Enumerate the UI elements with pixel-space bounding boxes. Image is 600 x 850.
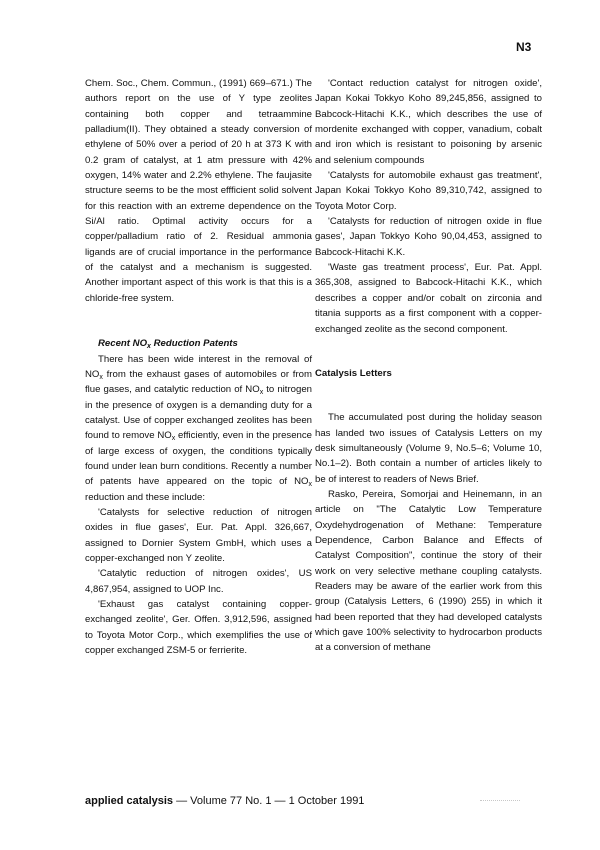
section-heading-catalysis-letters: Catalysis Letters	[315, 367, 392, 379]
catalysis-letters-paragraph: Rasko, Pereira, Somorjai and Heinemann, in an article on "The Catalytic Low Temperature Oxydehydrogenation of Methane: Temperature Dependence, Carbon Balance and Effects of Catalyst Composition", continue the story of their work on very selective methane coupling catalysts. Readers may be aware of the earlier work from this group (Catalysis Letters, 6 (1990) 255) in which it had been reported that they had developed catalysts which gave 100% selectivity to hydrocarbon products at a conversion of methane	[315, 488, 542, 654]
patent-entry: 'Catalytic reduction of nitrogen oxides', US 4,867,954, assigned to UOP Inc.	[85, 568, 312, 595]
catalysis-letters-paragraph: The accumulated post during the holiday season has landed two issues of Catalysis Letters on my desk simultaneously (Volume 9, No.5–6; Volume 10, No.1–2). Both contain a number of articles likely to be of interest to readers of News Brief.	[315, 412, 542, 485]
nox-intro-paragraph: There has been wide interest in the removal of $NO_x$ from the exhaust gases of automobiles or from flue gases, and catalytic reduction of $NO_x$ to nitrogen in the presence of oxygen is a demanding duty for a catalyst. Use of copper exchanged zeolites has been found to remove $NO_x$ efficiently, even in the presence of large excess of oxygen, the conditions typically found under lean burn conditions. Recently a number of patents have appeared on the topic of $NO_x$ reduction and these include:	[85, 353, 313, 503]
page-number: N3	[516, 40, 532, 54]
patent-entry: 'Catalysts for reduction of nitrogen oxide in flue gases', Japan Tokkyo Koho 90,04,453, assigned to Babcock-Hitachi K.K.	[315, 216, 542, 258]
patent-entry: 'Waste gas treatment process', Eur. Pat. Appl. 365,308, assigned to Babcock-Hitachi K.K., which describes a copper and/or cobalt on zirconia and titania supports as a first component with a copper-exchanged zeolite as the second component.	[315, 262, 542, 335]
journal-name: applied catalysis	[85, 795, 174, 807]
left-column	[85, 76, 312, 658]
patent-entry: 'Contact reduction catalyst for nitrogen oxide', Japan Kokai Tokkyo Koho 89,245,856, assigned to Babcock-Hitachi K.K., which describes the use of mordenite exchanged with copper, vanadium, cobalt and iron which is resistant to poisoning by arsenic and selenium compounds	[315, 78, 542, 166]
section-heading-nox-patents: Recent $NO_x$ Reduction Patents	[98, 338, 238, 351]
scan-artifact-divider	[480, 800, 520, 801]
patent-entry: 'Exhaust gas catalyst containing copper-exchanged zeolite', Ger. Offen. 3,912,596, assigned to Toyota Motor Corp., which exemplifies the use of copper exchanged ZSM-5 or ferrierite.	[85, 599, 312, 657]
intro-paragraph: Chem. Soc., Chem. Commun., (1991) 669–671.) The authors report on the use of Y type zeolites containing both copper and tetraammine palladium(II). They obtained a steady conversion of ethylene of 50% over a period of 20 h at 373 K with 0.2 gram of catalyst, at 1 atm pressure with 42% oxygen, 14% water and 2.2% ethylene. The faujasite structure seems to be the most effficient solid solvent for this reaction with an extreme dependence on the Si/Al ratio. Optimal activity occurs for a copper/palladium ratio of 2. Residual ammonia ligands are of crucial importance in the performance of the catalyst and a mechanism is suggested. Another important aspect of this work is that this is a chloride-free system.	[85, 78, 312, 304]
journal-citation: — Volume 77 No. 1 — 1 October 1991	[173, 795, 365, 807]
patent-entry: 'Catalysts for selective reduction of nitrogen oxides in flue gases', Eur. Pat. Appl. 326,667, assigned to Dornier System GmbH, which uses a copper-exchanged non Y zeolite.	[85, 506, 312, 564]
page-footer	[85, 795, 364, 807]
right-column	[315, 76, 542, 656]
patent-entry: 'Catalysts for automobile exhaust gas treatment', Japan Kokai Tokkyo Koho 89,310,742, assigned to Toyota Motor Corp.	[315, 170, 542, 212]
